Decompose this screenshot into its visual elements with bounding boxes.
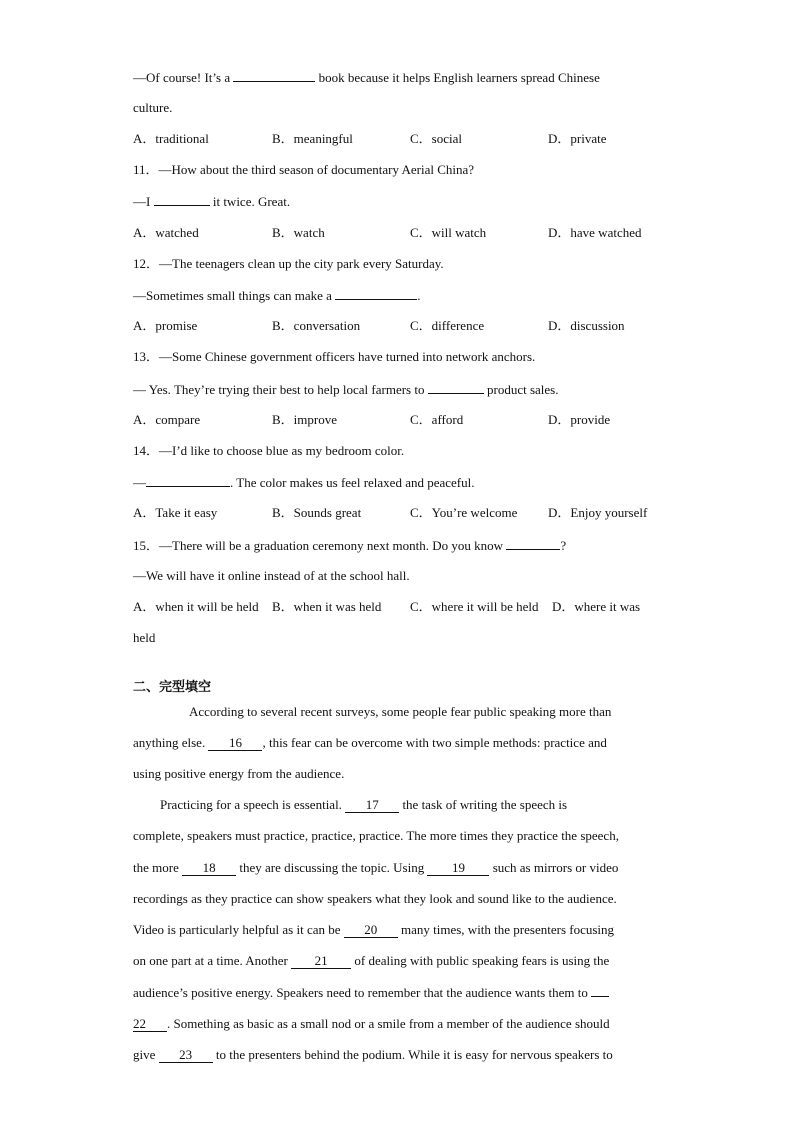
q11-reply-text-2: it twice. Great. — [212, 194, 291, 209]
q10-reply-line — [133, 68, 600, 87]
q15-option-b[interactable]: B．when it was held — [272, 599, 382, 614]
q13-option-a[interactable]: A．compare — [133, 412, 201, 427]
q12-option-b[interactable]: B．conversation — [272, 318, 361, 333]
blank-22-start — [591, 983, 609, 997]
q11-option-a[interactable]: A．watched — [133, 225, 199, 240]
passage-line — [133, 859, 618, 877]
blank-22[interactable]: 22 — [133, 1017, 167, 1032]
q11-option-c[interactable]: C．will watch — [410, 225, 487, 240]
q10-option-b[interactable]: B．meaningful — [272, 131, 353, 146]
q10-reply-text-2: book because it helps English learners spread Chinese — [318, 70, 600, 85]
passage-text: the task of writing the speech is — [402, 797, 568, 812]
q12-blank — [335, 286, 417, 300]
passage-line: recordings as they practice can show speakers what they look and sound like to the audience. — [133, 891, 617, 906]
passage-text: they are discussing the topic. Using — [239, 860, 425, 875]
passage-text: Practicing for a speech is essential. — [160, 797, 342, 812]
q12-prompt: 12．—The teenagers clean up the city park every Saturday. — [133, 256, 444, 271]
passage-text: , this fear can be overcome with two simple methods: practice and — [262, 735, 607, 750]
q13-blank — [428, 380, 484, 394]
q11-reply-line — [133, 192, 290, 211]
q13-option-d[interactable]: D．provide — [548, 412, 611, 427]
q10-option-d[interactable]: D．private — [548, 131, 607, 146]
blank-16[interactable]: 16 — [208, 736, 262, 751]
q14-reply-text: . The color makes us feel relaxed and peaceful. — [230, 475, 475, 490]
passage-text: such as mirrors or video — [492, 860, 619, 875]
passage-line — [133, 1046, 613, 1064]
blank-18[interactable]: 18 — [182, 861, 236, 876]
blank-20[interactable]: 20 — [344, 923, 398, 938]
q14-option-d[interactable]: D．Enjoy yourself — [548, 505, 648, 520]
q13-option-b[interactable]: B．improve — [272, 412, 337, 427]
blank-17[interactable]: 17 — [345, 798, 399, 813]
q10-reply-text: —Of course! It’s a — [133, 70, 231, 85]
q12-reply-period: . — [417, 288, 421, 303]
q14-option-c[interactable]: C．You’re welcome — [410, 505, 518, 520]
passage-line — [133, 952, 609, 970]
q12-reply-line — [133, 286, 420, 305]
passage-line: According to several recent surveys, some people fear public speaking more than — [189, 704, 612, 719]
q15-option-d-wrap: held — [133, 630, 156, 645]
passage-text: audience’s positive energy. Speakers need to remember that the audience wants them to — [133, 985, 588, 1000]
passage-line — [133, 921, 614, 939]
q15-prompt-line — [133, 536, 566, 555]
passage-text: many times, with the presenters focusing — [401, 922, 615, 937]
q15-blank — [506, 536, 560, 550]
q15-option-c[interactable]: C．where it will be held — [410, 599, 539, 614]
q10-reply-wrap: culture. — [133, 100, 173, 115]
q13-option-c[interactable]: C．afford — [410, 412, 464, 427]
passage-text: Video is particularly helpful as it can be — [133, 922, 341, 937]
blank-19[interactable]: 19 — [427, 861, 489, 876]
q12-option-a[interactable]: A．promise — [133, 318, 198, 333]
passage-text: . Something as basic as a small nod or a smile from a member of the audience should — [167, 1016, 610, 1031]
passage-line — [133, 983, 609, 1002]
q15-reply: —We will have it online instead of at the school hall. — [133, 568, 410, 583]
passage-line — [133, 734, 607, 752]
q11-prompt: 11．—How about the third season of documentary Aerial China? — [133, 162, 475, 177]
blank-21[interactable]: 21 — [291, 954, 351, 969]
q13-reply-text: — Yes. They’re trying their best to help local farmers to — [133, 382, 425, 397]
passage-text: to the presenters behind the podium. While it is easy for nervous speakers to — [215, 1047, 613, 1062]
passage-text: give — [133, 1047, 156, 1062]
passage-text: on one part at a time. Another — [133, 953, 288, 968]
passage-text: of dealing with public speaking fears is using the — [354, 953, 610, 968]
q10-blank — [233, 68, 315, 82]
passage-text: the more — [133, 860, 179, 875]
q12-option-c[interactable]: C．difference — [410, 318, 485, 333]
q11-option-b[interactable]: B．watch — [272, 225, 325, 240]
q11-option-d[interactable]: D．have watched — [548, 225, 642, 240]
blank-23[interactable]: 23 — [159, 1048, 213, 1063]
q12-reply-text: —Sometimes small things can make a — [133, 288, 332, 303]
q14-option-b[interactable]: B．Sounds great — [272, 505, 362, 520]
q13-prompt: 13．—Some Chinese government officers have turned into network anchors. — [133, 349, 536, 364]
q15-prompt-qmark: ? — [560, 538, 567, 553]
passage-line — [133, 1015, 610, 1033]
passage-line: using positive energy from the audience. — [133, 766, 345, 781]
q10-option-c[interactable]: C．social — [410, 131, 462, 146]
passage-line: complete, speakers must practice, practice, practice. The more times they practice the speech, — [133, 828, 619, 843]
q11-blank — [154, 192, 210, 206]
q15-option-a[interactable]: A．when it will be held — [133, 599, 259, 614]
section-title-cloze: 二、完型填空 — [133, 680, 212, 695]
passage-text: anything else. — [133, 735, 206, 750]
q15-prompt: 15．—There will be a graduation ceremony next month. Do you know — [133, 538, 504, 553]
q14-reply-dash: — — [133, 475, 146, 490]
q12-option-d[interactable]: D．discussion — [548, 318, 625, 333]
q14-blank — [146, 473, 230, 487]
q15-option-d[interactable]: D．where it was — [552, 599, 641, 614]
q11-reply-text: —I — [133, 194, 151, 209]
q13-reply-text-2: product sales. — [486, 382, 559, 397]
q10-option-a[interactable]: A．traditional — [133, 131, 209, 146]
passage-line — [160, 796, 567, 814]
q13-reply-line — [133, 380, 558, 399]
q14-prompt: 14．—I’d like to choose blue as my bedroom color. — [133, 443, 405, 458]
q14-reply-line — [133, 473, 474, 492]
q14-option-a[interactable]: A．Take it easy — [133, 505, 218, 520]
